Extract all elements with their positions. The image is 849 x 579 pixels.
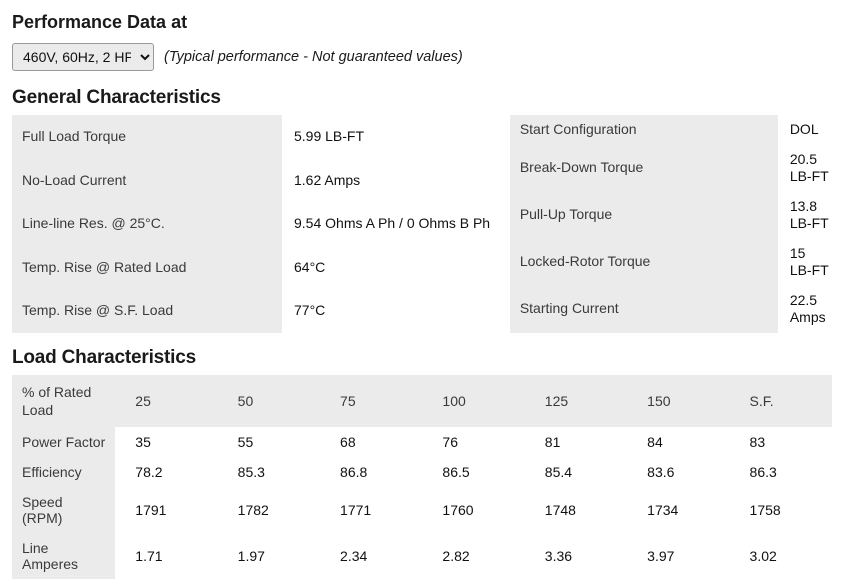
row-value: 86.5 [422,457,524,487]
row-label: Full Load Torque [12,115,282,159]
column-header-125: 125 [525,375,627,427]
general-characteristics-left-table [12,115,500,333]
row-value: 2.34 [320,533,422,579]
row-value: 85.3 [218,457,320,487]
table-header-row [12,375,832,427]
typical-performance-note: (Typical performance - Not guaranteed values) [164,49,463,65]
table-row [12,159,500,203]
general-characteristics-title: General Characteristics [12,87,221,108]
row-label: Pull-Up Torque [510,192,778,239]
table-row [12,533,832,579]
row-value: 1.97 [218,533,320,579]
row-value: 83.6 [627,457,729,487]
row-value: DOL [778,115,837,145]
row-label: Starting Current [510,286,778,333]
table-row [510,239,837,286]
column-header-150: 150 [627,375,729,427]
row-value: 3.36 [525,533,627,579]
row-value: 3.02 [730,533,832,579]
row-label: Start Configuration [510,115,778,145]
table-row [12,427,832,457]
row-label: Locked-Rotor Torque [510,239,778,286]
row-value: 9.54 Ohms A Ph / 0 Ohms B Ph [282,202,500,246]
row-value: 1.71 [115,533,217,579]
table-row [510,145,837,192]
row-label: Power Factor [12,427,115,457]
row-value: 1782 [218,487,320,533]
row-value: 68 [320,427,422,457]
voltage-rating-select[interactable] [12,43,154,71]
column-header-sf: S.F. [730,375,832,427]
row-label: Line Amperes [12,533,115,579]
row-value: 1771 [320,487,422,533]
row-value: 81 [525,427,627,457]
general-characteristics-right-table [510,115,837,333]
row-value: 78.2 [115,457,217,487]
row-value: 3.97 [627,533,729,579]
column-header-100: 100 [422,375,524,427]
row-label: No-Load Current [12,159,282,203]
row-value: 2.82 [422,533,524,579]
column-header-rated-load: % of Rated Load [12,375,115,427]
row-value: 1.62 Amps [282,159,500,203]
table-row [510,286,837,333]
row-label: Temp. Rise @ Rated Load [12,246,282,290]
page-title: Performance Data at [12,12,188,32]
column-header-50: 50 [218,375,320,427]
row-label: Temp. Rise @ S.F. Load [12,289,282,333]
row-value: 86.8 [320,457,422,487]
row-value: 20.5 LB-FT [778,145,837,192]
row-value: 5.99 LB-FT [282,115,500,159]
general-characteristics-tables [12,115,837,333]
row-value: 76 [422,427,524,457]
table-row [12,115,500,159]
row-value: 1791 [115,487,217,533]
row-value: 86.3 [730,457,832,487]
row-label: Break-Down Torque [510,145,778,192]
table-row [12,202,500,246]
row-value: 83 [730,427,832,457]
table-row [510,192,837,239]
row-label: Line-line Res. @ 25°C. [12,202,282,246]
row-value: 84 [627,427,729,457]
row-value: 85.4 [525,457,627,487]
row-value: 1758 [730,487,832,533]
row-value: 1734 [627,487,729,533]
row-value: 64°C [282,246,500,290]
row-value: 15 LB-FT [778,239,837,286]
table-row [12,246,500,290]
row-value: 77°C [282,289,500,333]
table-row [12,289,500,333]
row-value: 55 [218,427,320,457]
row-label: Speed (RPM) [12,487,115,533]
voltage-selector-row [12,43,837,71]
table-row [510,115,837,145]
column-header-75: 75 [320,375,422,427]
load-characteristics-title: Load Characteristics [12,346,196,368]
row-label: Efficiency [12,457,115,487]
row-value: 35 [115,427,217,457]
row-value: 1760 [422,487,524,533]
row-value: 22.5 Amps [778,286,837,333]
row-value: 1748 [525,487,627,533]
table-row [12,457,832,487]
column-header-25: 25 [115,375,217,427]
load-characteristics-table [12,375,832,579]
row-value: 13.8 LB-FT [778,192,837,239]
table-row [12,487,832,533]
